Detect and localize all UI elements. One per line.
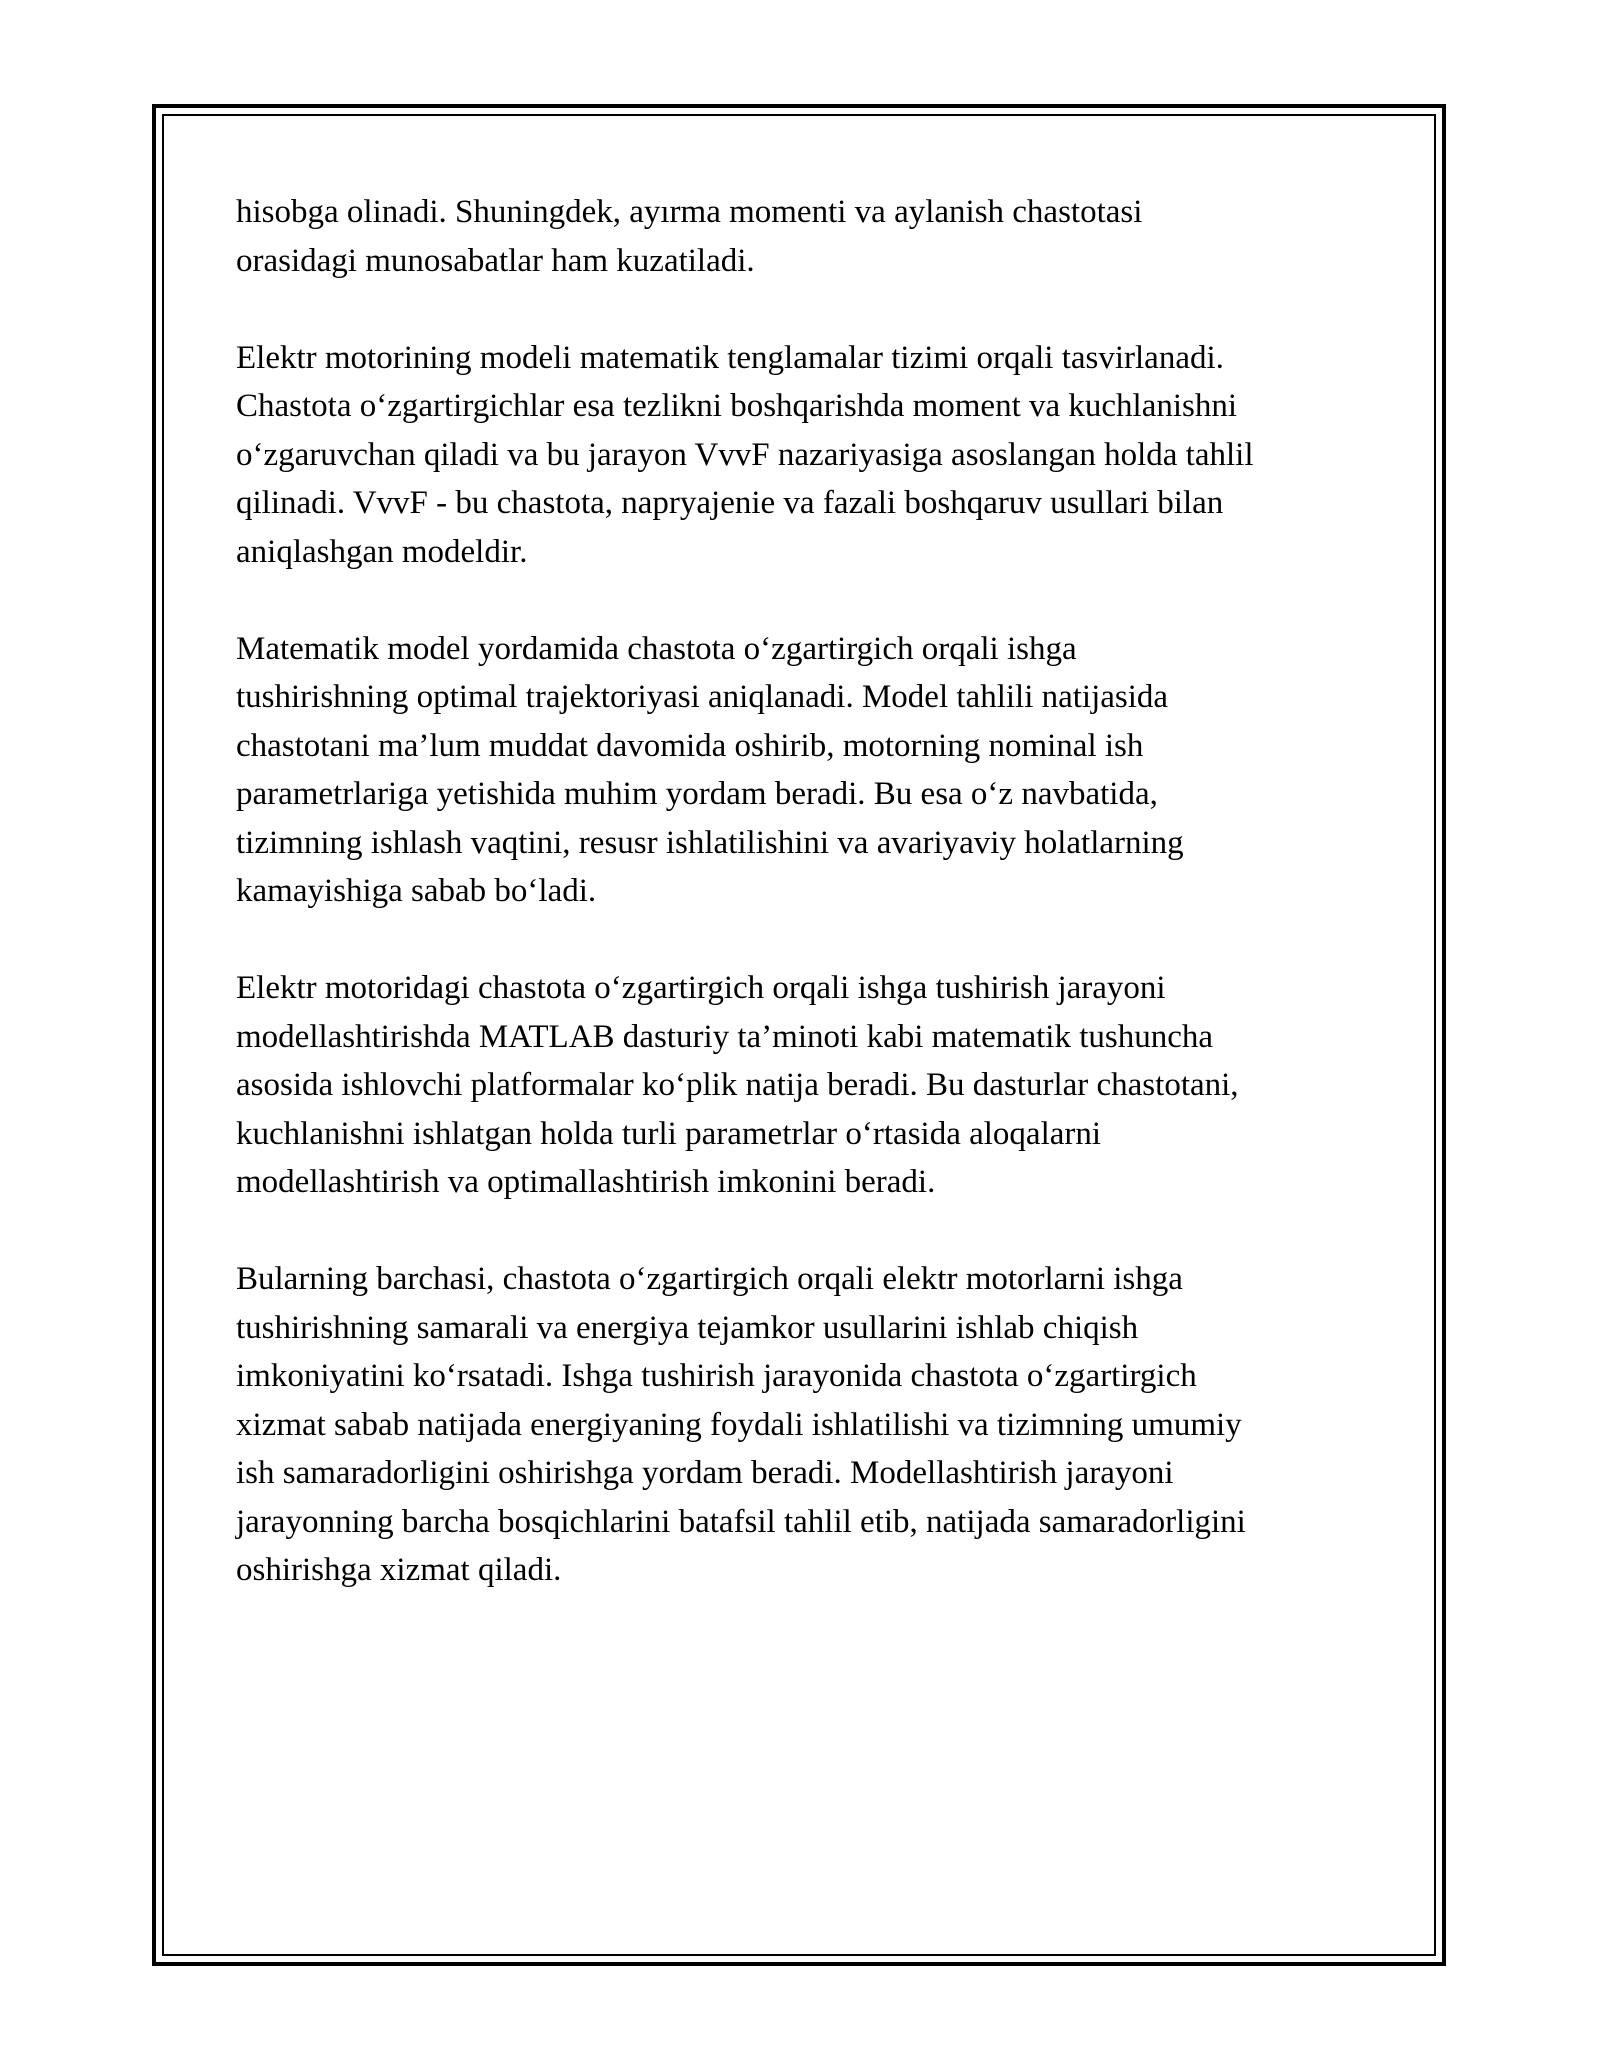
document-body bbox=[236, 188, 1376, 1643]
text-line: parametrlariga yetishida muhim yordam beradi. Bu esa oʻz navbatida, bbox=[236, 776, 1158, 812]
paragraph-2 bbox=[236, 334, 1376, 577]
paragraph-1 bbox=[236, 188, 1376, 285]
text-line: kuchlanishni ishlatgan holda turli parametrlar oʻrtasida aloqalarni bbox=[236, 1115, 1102, 1152]
text-line: Elektr motorining modeli matematik tenglamalar tizimi orqali tasvirlanadi. bbox=[236, 339, 1224, 376]
paragraph-5 bbox=[236, 1255, 1376, 1595]
text-line: ish samaradorligini oshirishga yordam beradi. Modellashtirish jarayoni bbox=[236, 1455, 1174, 1491]
text-line: hisobga olinadi. Shuningdek, ayırma momenti va aylanish chastotasi bbox=[236, 194, 1143, 230]
paragraph-4 bbox=[236, 964, 1376, 1207]
text-line: chastotani ma’lum muddat davomida oshirib, motorning nominal ish bbox=[236, 727, 1144, 764]
text-line: Bularning barchasi, chastota oʻzgartirgich orqali elektr motorlarni ishga bbox=[236, 1261, 1183, 1297]
text-line: asosida ishlovchi platformalar koʻplik natija beradi. Bu dasturlar chastotani, bbox=[236, 1067, 1239, 1103]
text-line: Matematik model yordamida chastota oʻzgartirgich orqali ishga bbox=[236, 630, 1077, 667]
text-line: imkoniyatini koʻrsatadi. Ishga tushirish jarayonida chastota oʻzgartirgich bbox=[236, 1358, 1197, 1394]
text-line: Elektr motoridagi chastota oʻzgartirgich orqali ishga tushirish jarayoni bbox=[236, 970, 1166, 1006]
text-line: modellashtirish va optimallashtirish imkonini beradi. bbox=[236, 1164, 936, 1200]
text-line: modellashtirishda MATLAB dasturiy ta’minoti kabi matematik tushuncha bbox=[236, 1018, 1213, 1055]
text-line: oʻzgaruvchan qiladi va bu jarayon VvvF nazariyasiga asoslangan holda tahlil bbox=[236, 436, 1254, 473]
text-line: Chastota oʻzgartirgichlar esa tezlikni boshqarishda moment va kuchlanishni bbox=[236, 388, 1238, 424]
text-line: oshirishga xizmat qiladi. bbox=[236, 1552, 562, 1588]
text-line: xizmat sabab natijada energiyaning foydali ishlatilishi va tizimning umumiy bbox=[236, 1406, 1242, 1443]
text-line: tushirishning optimal trajektoriyasi aniqlanadi. Model tahlili natijasida bbox=[236, 679, 1169, 715]
text-line: aniqlashgan modeldir. bbox=[236, 533, 528, 570]
text-line: tizimning ishlash vaqtini, resusr ishlatilishini va avariyaviy holatlarning bbox=[236, 824, 1184, 861]
text-line: orasidagi munosabatlar ham kuzatiladi. bbox=[236, 242, 755, 279]
text-line: kamayishiga sabab boʻladi. bbox=[236, 873, 597, 909]
text-line: jarayonning barcha bosqichlarini batafsil tahlil etib, natijada samaradorligini bbox=[236, 1503, 1246, 1540]
paragraph-3 bbox=[236, 625, 1376, 916]
text-line: tushirishning samarali va energiya tejamkor usullarini ishlab chiqish bbox=[236, 1309, 1139, 1346]
text-line: qilinadi. VvvF - bu chastota, napryajenie va fazali boshqaruv usullari bilan bbox=[236, 485, 1224, 521]
